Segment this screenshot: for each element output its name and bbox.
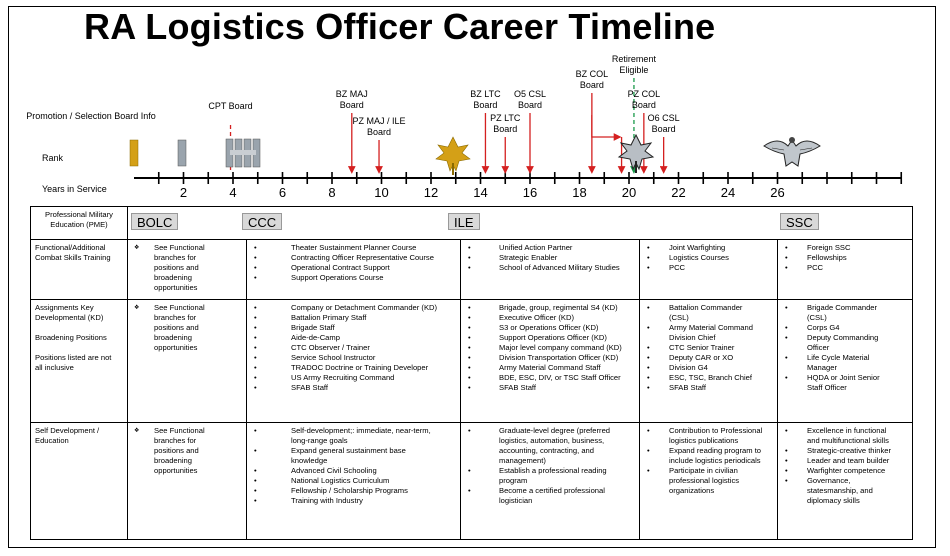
phase-cell — [461, 240, 640, 300]
phase-cell — [247, 423, 461, 540]
list-item: • Brigade, group, regimental S4 (KD) — [465, 303, 635, 313]
board-label: PZ MAJ / ILE Board — [352, 116, 406, 137]
list-item: • Division G4 — [644, 363, 773, 373]
phase-cell — [128, 300, 247, 423]
2lt-bar-icon — [130, 140, 138, 166]
board-label: BZ LTC Board — [470, 89, 501, 110]
board-label: O6 CSL Board — [647, 113, 680, 134]
year-label: 22 — [671, 185, 686, 200]
list-item: ❖ See Functional branches for positions and broadening opportunities — [132, 303, 242, 353]
promotion-row-label: Promotion / Selection Board Info — [26, 111, 156, 121]
maj-oak-leaf-icon — [436, 137, 470, 175]
phase-cell — [640, 300, 778, 423]
year-label: 6 — [278, 185, 287, 200]
list-item: • Operational Contract Support — [251, 263, 456, 273]
phase-cell — [247, 240, 461, 300]
list-item: • Service School Instructor — [251, 353, 456, 363]
list-item: • US Army Recruiting Command — [251, 373, 456, 383]
list-item: • Deputy CAR or XO — [644, 353, 773, 363]
career-grid — [30, 206, 913, 540]
list-item: • Strategic-creative thinker — [782, 446, 908, 456]
list-item: • Graduate-level degree (preferred logistics, automation, business, accounting, contracting, and management) — [465, 426, 635, 466]
board-label: BZ COL Board — [575, 69, 609, 90]
list-item: • Expand reading program to include logistics periodicals — [644, 446, 773, 466]
list-item: • Establish a professional reading program — [465, 466, 635, 486]
pme-row — [31, 207, 913, 240]
year-label: 2 — [179, 185, 188, 200]
pme-label: Professional Military Education (PME) — [31, 207, 128, 240]
list-item: • School of Advanced Military Studies — [465, 263, 635, 273]
board-label: PZ COL Board — [627, 89, 661, 110]
board-label: BZ MAJ Board — [335, 89, 368, 110]
phase-cell — [778, 300, 913, 423]
list-item: • Support Operations Officer (KD) — [465, 333, 635, 343]
list-item: • Advanced Civil Schooling — [251, 466, 456, 476]
list-item: • HQDA or Joint Senior Staff Officer — [782, 373, 908, 393]
list-item: • Battalion Commander (CSL) — [644, 303, 773, 323]
phase-cell — [640, 240, 778, 300]
list-item: • Become a certified professional logistician — [465, 486, 635, 506]
list-item: • Foreign SSC — [782, 243, 908, 253]
year-label: 26 — [770, 185, 785, 200]
list-item: • Leader and team builder — [782, 456, 908, 466]
cpt-bars-icon — [226, 139, 260, 167]
list-item: • Deputy Commanding Officer — [782, 333, 908, 353]
list-item: • Joint Warfighting — [644, 243, 773, 253]
phase-cell — [247, 300, 461, 423]
row-label: Self Development / Education — [31, 423, 128, 540]
list-item: • Strategic Enabler — [465, 253, 635, 263]
bz-col-bracket — [592, 115, 618, 137]
list-item: • Brigade Commander (CSL) — [782, 303, 908, 323]
list-item: • TRADOC Doctrine or Training Developer — [251, 363, 456, 373]
col-eagle-icon — [764, 137, 820, 166]
list-item: • Major level company command (KD) — [465, 343, 635, 353]
list-item: • Support Operations Course — [251, 273, 456, 283]
board-label: O5 CSL Board — [513, 89, 547, 110]
rank-row-label: Rank — [42, 153, 64, 163]
list-item: • Division Transportation Officer (KD) — [465, 353, 635, 363]
board-label: Retirement Eligible — [611, 54, 656, 75]
list-item: • Aide-de-Camp — [251, 333, 456, 343]
year-label: 18 — [572, 185, 587, 200]
list-item: • Executive Officer (KD) — [465, 313, 635, 323]
list-item: • Logistics Courses — [644, 253, 773, 263]
year-label: 16 — [522, 185, 538, 200]
list-item: • PCC — [644, 263, 773, 273]
list-item: • SFAB Staff — [465, 383, 635, 393]
list-item: • ESC, TSC, Branch Chief — [644, 373, 773, 383]
list-item: • SFAB Staff — [644, 383, 773, 393]
list-item: • Battalion Primary Staff — [251, 313, 456, 323]
row-label: Assignments Key Developmental (KD) Broadening Positions Positions listed are not all inclusive — [31, 300, 128, 423]
list-item: • Contracting Officer Representative Course — [251, 253, 456, 263]
list-item: • Training with Industry — [251, 496, 456, 506]
board-label: PZ LTC Board — [490, 113, 521, 134]
list-item: • Unified Action Partner — [465, 243, 635, 253]
row-self-development — [31, 423, 913, 540]
list-item: • Self-development;: immediate, near-term, long-range goals — [251, 426, 456, 446]
pme-tag-bolc: BOLC — [131, 213, 178, 230]
list-item: • Warfighter competence — [782, 466, 908, 476]
list-item: • PCC — [782, 263, 908, 273]
list-item: • S3 or Operations Officer (KD) — [465, 323, 635, 333]
board-label: CPT Board — [208, 101, 253, 111]
year-label: 8 — [328, 185, 336, 200]
phase-cell — [461, 300, 640, 423]
row-assignments — [31, 300, 913, 423]
years-row-label: Years in Service — [42, 184, 107, 194]
row-label: Functional/Additional Combat Skills Training — [31, 240, 128, 300]
year-label: 24 — [720, 185, 736, 200]
list-item: • Brigade Staff — [251, 323, 456, 333]
phase-cell — [128, 240, 247, 300]
1lt-bar-icon — [178, 140, 186, 166]
list-item: • Corps G4 — [782, 323, 908, 333]
list-item: • Participate in civilian professional logistics organizations — [644, 466, 773, 496]
list-item: • Army Material Command Staff — [465, 363, 635, 373]
list-item: • CTC Observer / Trainer — [251, 343, 456, 353]
pme-track — [128, 207, 913, 240]
year-label: 4 — [229, 185, 237, 200]
list-item: • Fellowships — [782, 253, 908, 263]
ltc-oak-leaf-icon — [619, 135, 653, 173]
year-label: 14 — [473, 185, 488, 200]
phase-cell — [778, 423, 913, 540]
list-item: ❖ See Functional branches for positions and broadening opportunities — [132, 426, 242, 476]
list-item: • Contribution to Professional logistics publications — [644, 426, 773, 446]
list-item: • Governance, statesmanship, and diplomacy skills — [782, 476, 908, 506]
pme-tag-ssc: SSC — [780, 213, 819, 230]
list-item: • Theater Sustainment Planner Course — [251, 243, 456, 253]
phase-cell — [778, 240, 913, 300]
list-item: • Expand general sustainment base knowledge — [251, 446, 456, 466]
page-title: RA Logistics Officer Career Timeline — [84, 6, 716, 47]
row-combat-skills — [31, 240, 913, 300]
phase-cell — [128, 423, 247, 540]
year-label: 10 — [374, 185, 389, 200]
list-item: • CTC Senior Trainer — [644, 343, 773, 353]
phase-cell — [640, 423, 778, 540]
list-item: • Company or Detachment Commander (KD) — [251, 303, 456, 313]
list-item: • Life Cycle Material Manager — [782, 353, 908, 373]
list-item: • SFAB Staff — [251, 383, 456, 393]
year-label: 12 — [423, 185, 439, 200]
list-item: • Excellence in functional and multifunctional skills — [782, 426, 908, 446]
year-label: 20 — [621, 185, 637, 200]
list-item: • Fellowship / Scholarship Programs — [251, 486, 456, 496]
phase-cell — [461, 423, 640, 540]
list-item: • BDE, ESC, DIV, or TSC Staff Officer — [465, 373, 635, 383]
pme-tag-ile: ILE — [448, 213, 480, 230]
list-item: • National Logistics Curriculum — [251, 476, 456, 486]
list-item: ❖ See Functional branches for positions and broadening opportunities — [132, 243, 242, 293]
list-item: • Army Material Command Division Chief — [644, 323, 773, 343]
pme-tag-ccc: CCC — [242, 213, 282, 230]
